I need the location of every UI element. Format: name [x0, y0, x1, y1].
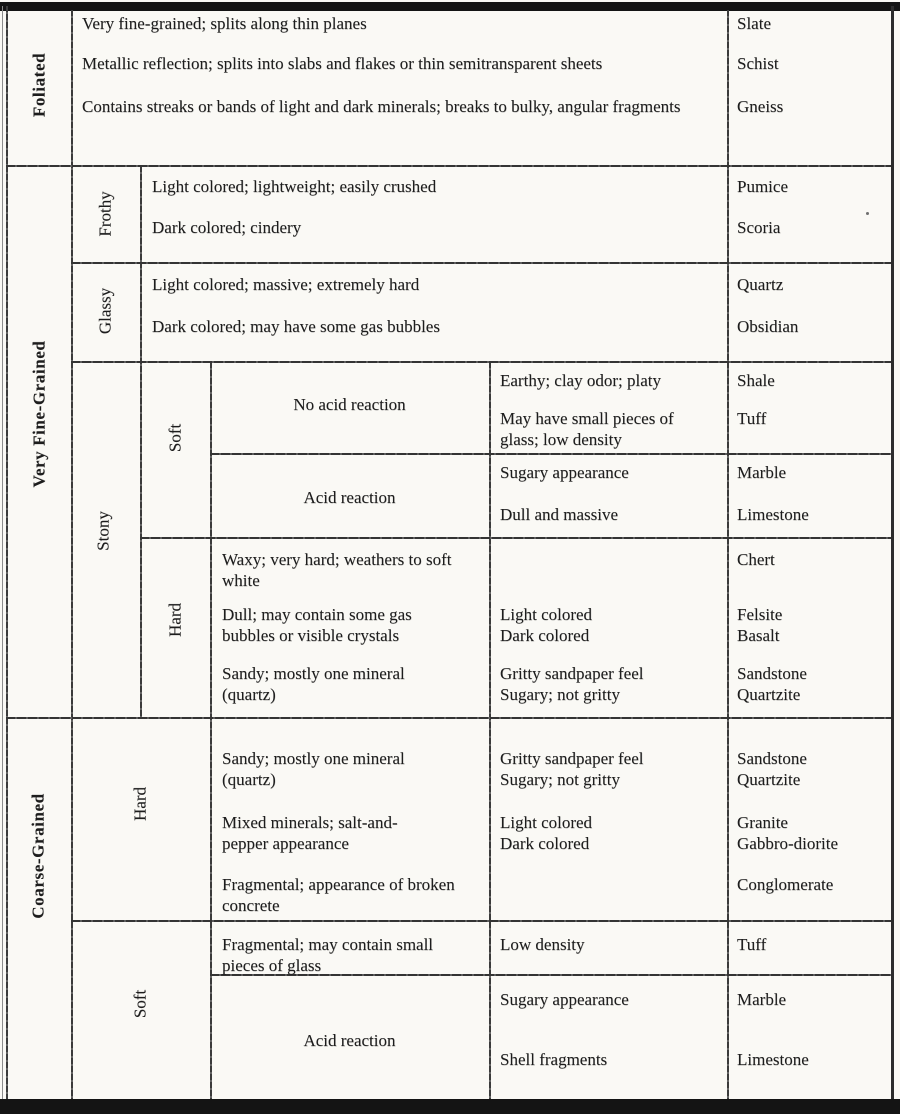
cell-rock-marble-vfg: Marble — [737, 463, 787, 482]
cell-rock-felsite: Felsite — [737, 605, 783, 624]
cell-desc-frothy-1: Dark colored; cindery — [152, 218, 302, 237]
cell-rock-scoria: Scoria — [737, 218, 781, 237]
cell-rock-shale: Shale — [737, 371, 775, 390]
cell-sub-dark-colored-vfg: Dark colored — [500, 626, 590, 645]
cell-rock-sandstone-vfg: Sandstone — [737, 664, 807, 683]
cell-rock-limestone-cg: Limestone — [737, 1050, 809, 1069]
cell-rock-marble-cg: Marble — [737, 990, 787, 1009]
cell-rock-schist: Schist — [737, 54, 779, 73]
cell-sub-shell-fragments: Shell fragments — [500, 1050, 608, 1069]
grid-hline-glassy-stony — [71, 361, 891, 363]
cell-rock-chert: Chert — [737, 550, 775, 569]
cell-sub-sugary-not-gritty-cg: Sugary; not gritty — [500, 770, 620, 789]
cell-rock-gneiss: Gneiss — [737, 97, 784, 116]
cell-label-acid-reaction-vfg: Acid reaction — [303, 488, 396, 507]
grid-hline-vfg-coarse — [6, 717, 891, 719]
outer-left-edge — [2, 6, 3, 1099]
cell-rock-tuff-vfg: Tuff — [737, 409, 767, 428]
cell-rock-quartzite-vfg: Quartzite — [737, 685, 801, 704]
table-top-border — [0, 2, 900, 11]
grid-vline-hardness — [210, 362, 212, 1099]
cell-rock-quartzite-cg: Quartzite — [737, 770, 801, 789]
cell-sub-may-have-glass: May have small pieces of glass; low density — [500, 409, 674, 449]
grid-vline-group — [71, 10, 73, 1099]
cell-sub-dull-and-massive: Dull and massive — [500, 505, 619, 524]
cell-rock-basalt: Basalt — [737, 626, 780, 645]
cell-sub-low-density: Low density — [500, 935, 585, 954]
subgroup-label-glassy: Glassy — [95, 287, 115, 335]
cell-desc-glassy-0: Light colored; massive; extremely hard — [152, 275, 420, 294]
cell-sub-light-colored-cg: Light colored — [500, 813, 593, 832]
cell-sub-light-colored-vfg: Light colored — [500, 605, 593, 624]
cell-sub-gritty-vfg: Gritty sandpaper feel — [500, 664, 644, 683]
grid-vline-subdesc — [489, 362, 491, 1099]
cell-desc-fragmental-concrete: Fragmental; appearance of broken concrete — [222, 875, 455, 915]
subgroup-label-frothy: Frothy — [95, 191, 115, 237]
cell-sub-sugary-not-gritty-vfg: Sugary; not gritty — [500, 685, 620, 704]
subgroup-label-hard-cg: Hard — [130, 787, 150, 821]
cell-rock-gabbro-diorite: Gabbro-diorite — [737, 834, 839, 853]
cell-desc-foliated-1: Metallic reflection; splits into slabs and flakes or thin semitransparent sheets — [82, 54, 603, 73]
table-bottom-border — [0, 1099, 900, 1114]
group-label-foliated: Foliated — [29, 52, 49, 118]
cell-sub-gritty-cg: Gritty sandpaper feel — [500, 749, 644, 768]
cell-label-acid-reaction-cg: Acid reaction — [303, 1031, 396, 1050]
cell-desc-glassy-1: Dark colored; may have some gas bubbles — [152, 317, 440, 336]
cell-desc-fragmental-glass: Fragmental; may contain small pieces of glass — [222, 935, 434, 975]
cell-rock-granite: Granite — [737, 813, 788, 832]
cell-rock-quartz: Quartz — [737, 275, 784, 294]
scan-speck — [866, 212, 869, 215]
subgroup-label-stony: Stony — [93, 511, 113, 551]
cell-rock-pumice: Pumice — [737, 177, 788, 196]
cell-label-no-acid-reaction: No acid reaction — [293, 395, 406, 414]
cell-desc-waxy: Waxy; very hard; weathers to soft white — [222, 550, 452, 590]
cell-desc-dull-gas-bubbles: Dull; may contain some gas bubbles or visible crystals — [222, 605, 412, 645]
cell-sub-sugary-appearance-cg: Sugary appearance — [500, 990, 629, 1009]
cell-rock-slate: Slate — [737, 14, 771, 33]
cell-rock-conglomerate: Conglomerate — [737, 875, 834, 894]
grid-hline-noacid-acid — [210, 453, 891, 455]
cell-rock-limestone-vfg: Limestone — [737, 505, 809, 524]
cell-desc-sandy-vfg: Sandy; mostly one mineral (quartz) — [222, 664, 405, 704]
cell-rock-sandstone-cg: Sandstone — [737, 749, 807, 768]
grid-hline-hard-soft-cg — [71, 920, 891, 922]
cell-sub-earthy: Earthy; clay odor; platy — [500, 371, 661, 390]
grid-right-border — [891, 6, 894, 1099]
grid-hline-foliated-vfg — [6, 165, 891, 167]
cell-desc-sandy-cg: Sandy; mostly one mineral (quartz) — [222, 749, 405, 789]
grid-left-border — [6, 6, 8, 1099]
cell-sub-sugary-appearance-vfg: Sugary appearance — [500, 463, 629, 482]
subgroup-label-soft-vfg: Soft — [165, 423, 185, 453]
grid-vline-subgroup — [140, 166, 142, 718]
grid-hline-frothy-glassy — [71, 262, 891, 264]
grid-hline-soft-hard-vfg — [140, 537, 891, 539]
cell-desc-foliated-0: Very fine-grained; splits along thin planes — [82, 14, 367, 33]
cell-rock-obsidian: Obsidian — [737, 317, 799, 336]
cell-sub-dark-colored-cg: Dark colored — [500, 834, 590, 853]
cell-desc-frothy-0: Light colored; lightweight; easily crushed — [152, 177, 437, 196]
cell-desc-foliated-2: Contains streaks or bands of light and dark minerals; breaks to bulky, angular fragments — [82, 97, 681, 116]
group-label-very-fine-grained: Very Fine-Grained — [29, 340, 49, 488]
grid-vline-rockname — [727, 10, 729, 1099]
cell-desc-mixed-minerals: Mixed minerals; salt-and-pepper appearance — [222, 813, 398, 853]
subgroup-label-soft-cg: Soft — [130, 989, 150, 1019]
subgroup-label-hard-vfg: Hard — [165, 603, 185, 637]
group-label-coarse-grained: Coarse-Grained — [28, 793, 48, 919]
cell-rock-tuff-cg: Tuff — [737, 935, 767, 954]
